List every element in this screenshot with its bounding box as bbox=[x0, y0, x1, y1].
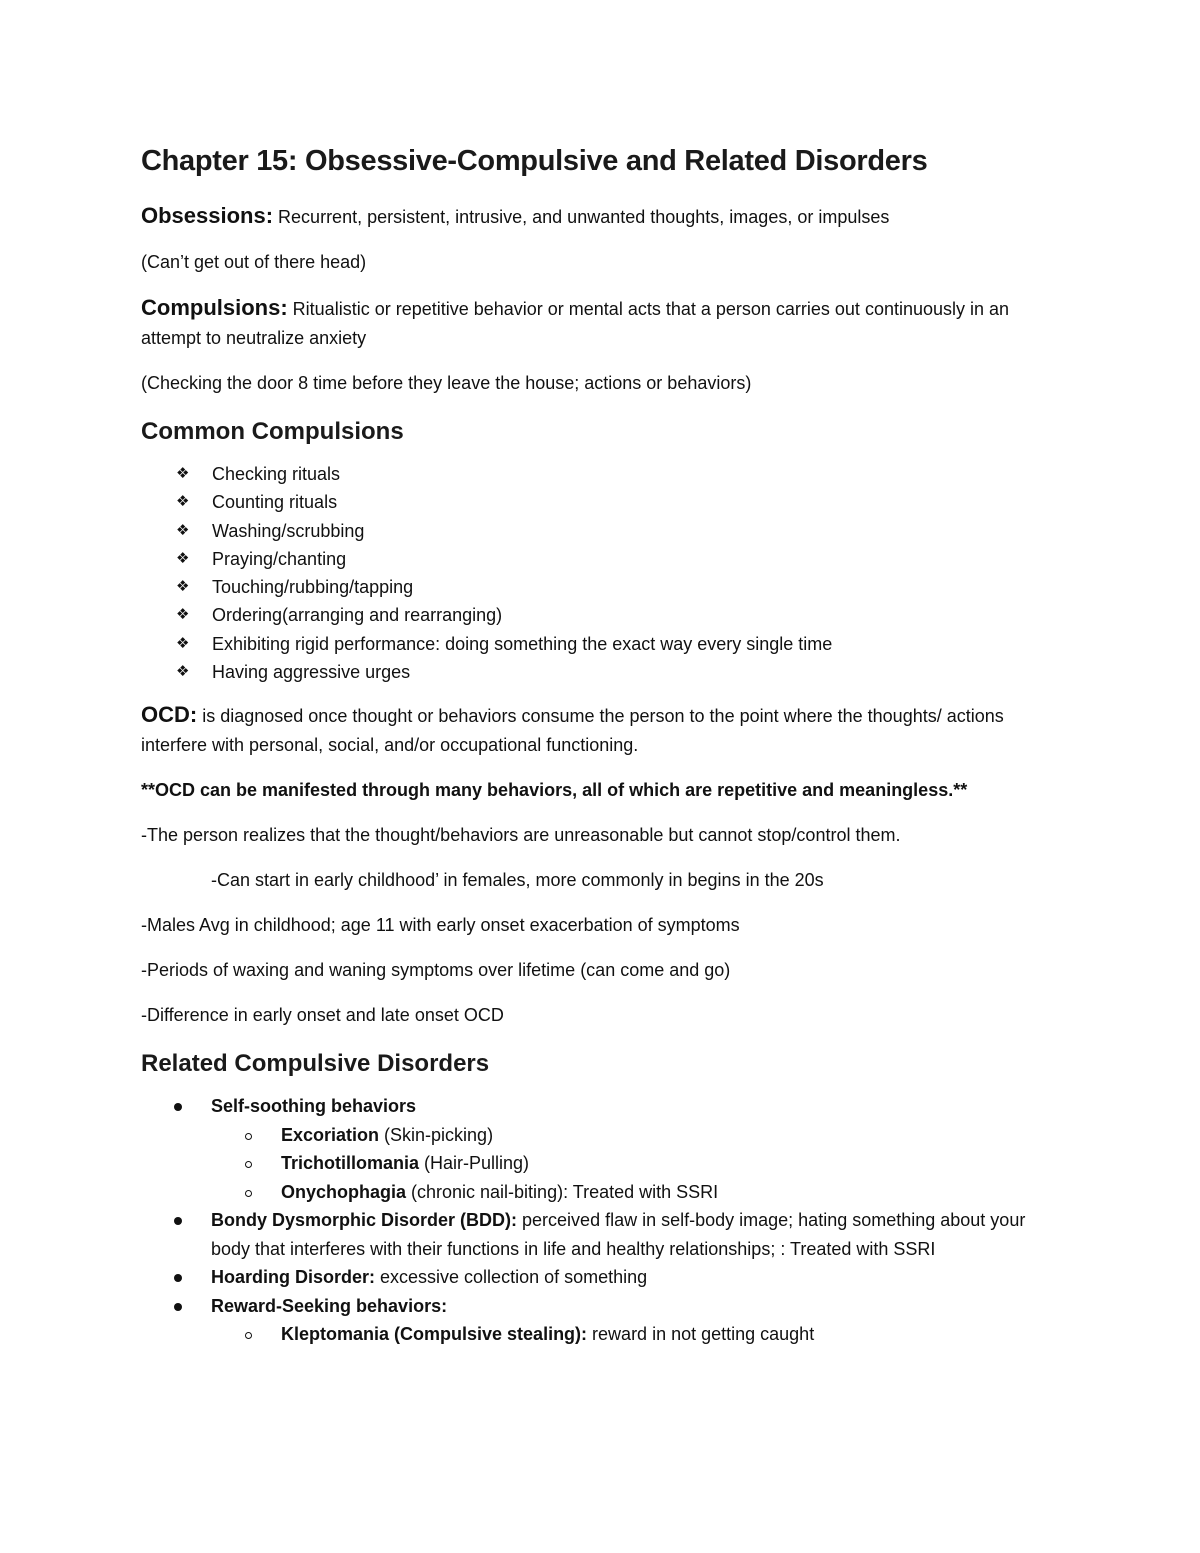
related-disorders-heading: Related Compulsive Disorders bbox=[141, 1050, 490, 1078]
list-item: ❖ Touching/rubbing/tapping bbox=[176, 573, 1061, 601]
document-content bbox=[141, 140, 1061, 1349]
list-item: ❖ Having aggressive urges bbox=[176, 658, 1061, 686]
ocd-line: -The person realizes that the thought/behaviors are unreasonable but cannot stop/control them. bbox=[141, 825, 901, 846]
list-item: ❖ Ordering(arranging and rearranging) bbox=[176, 601, 1061, 629]
list-item: ❖ Checking rituals bbox=[176, 460, 1061, 488]
list-item: Trichotillomania (Hair-Pulling) bbox=[245, 1149, 1061, 1178]
obsessions-text: Recurrent, persistent, intrusive, and unwanted thoughts, images, or impulses bbox=[273, 207, 890, 227]
list-item: Self-soothing behaviors Excoriation (Skin-picking) Trichotillomania (Hair-Pulling) Onychophagia (chronic nail-biting): Treated with SSRI bbox=[174, 1092, 1061, 1206]
self-soothing-sublist bbox=[211, 1121, 1061, 1207]
reward-seeking-sublist bbox=[211, 1320, 1061, 1349]
list-item: ❖ Praying/chanting bbox=[176, 545, 1061, 573]
list-item: Bondy Dysmorphic Disorder (BDD): perceived flaw in self-body image; hating something about your body that interferes with their functions in life and healthy relationships; : Treated with SSRI bbox=[174, 1206, 1061, 1263]
bullet-icon bbox=[174, 1103, 182, 1111]
circle-bullet-icon bbox=[245, 1332, 252, 1339]
circle-bullet-icon bbox=[245, 1133, 252, 1140]
bullet-icon bbox=[174, 1217, 182, 1225]
page-title: Chapter 15: Obsessive-Compulsive and Related Disorders bbox=[141, 145, 928, 177]
diamond-bullet-icon: ❖ bbox=[176, 606, 190, 624]
ocd-text: is diagnosed once thought or behaviors consume the person to the point where the thoughts/ actions interfere with personal, social, and/or occupational functioning. bbox=[141, 706, 1004, 756]
compulsions-text: Ritualistic or repetitive behavior or mental acts that a person carries out continuously in an attempt to neutralize anxiety bbox=[141, 299, 1010, 348]
common-compulsions-list bbox=[141, 460, 1061, 686]
related-disorders-list bbox=[141, 1092, 1061, 1349]
obsessions-note: (Can’t get out of there head) bbox=[141, 252, 367, 272]
bullet-icon bbox=[174, 1274, 182, 1282]
obsessions-definition bbox=[141, 201, 1061, 232]
list-item: Onychophagia (chronic nail-biting): Treated with SSRI bbox=[245, 1178, 1061, 1207]
diamond-bullet-icon: ❖ bbox=[176, 493, 190, 511]
list-item: ❖ Washing/scrubbing bbox=[176, 517, 1061, 545]
circle-bullet-icon bbox=[245, 1161, 252, 1168]
diamond-bullet-icon: ❖ bbox=[176, 578, 190, 596]
diamond-bullet-icon: ❖ bbox=[176, 549, 190, 567]
obsessions-term: Obsessions: bbox=[141, 203, 274, 228]
list-item: ❖ Exhibiting rigid performance: doing something the exact way every single time bbox=[176, 630, 1061, 658]
list-item: Hoarding Disorder: excessive collection of something bbox=[174, 1263, 1061, 1292]
compulsions-term: Compulsions: bbox=[141, 295, 288, 320]
ocd-term: OCD: bbox=[141, 702, 198, 728]
ocd-line: -Males Avg in childhood; age 11 with early onset exacerbation of symptoms bbox=[141, 915, 740, 936]
compulsions-definition bbox=[141, 293, 1061, 353]
ocd-emphasis: **OCD can be manifested through many behaviors, all of which are repetitive and meaningless.** bbox=[141, 780, 968, 801]
ocd-line: -Periods of waxing and waning symptoms over lifetime (can come and go) bbox=[141, 960, 731, 981]
compulsions-note: (Checking the door 8 time before they leave the house; actions or behaviors) bbox=[141, 373, 752, 393]
list-item: Reward-Seeking behaviors: Kleptomania (Compulsive stealing): reward in not getting caught bbox=[174, 1292, 1061, 1349]
list-item: ❖ Counting rituals bbox=[176, 488, 1061, 516]
diamond-bullet-icon: ❖ bbox=[176, 634, 190, 652]
ocd-line: -Can start in early childhood’ in females, more commonly in begins in the 20s bbox=[211, 870, 824, 891]
bullet-icon bbox=[174, 1303, 182, 1311]
list-item: Excoriation (Skin-picking) bbox=[245, 1121, 1061, 1150]
common-compulsions-heading: Common Compulsions bbox=[141, 418, 404, 445]
list-item: Kleptomania (Compulsive stealing): reward in not getting caught bbox=[245, 1320, 1061, 1349]
diamond-bullet-icon: ❖ bbox=[176, 663, 190, 681]
circle-bullet-icon bbox=[245, 1190, 252, 1197]
ocd-definition bbox=[141, 700, 1061, 760]
diamond-bullet-icon: ❖ bbox=[176, 465, 190, 482]
ocd-line: -Difference in early onset and late onset OCD bbox=[141, 1005, 504, 1026]
diamond-bullet-icon: ❖ bbox=[176, 521, 190, 539]
